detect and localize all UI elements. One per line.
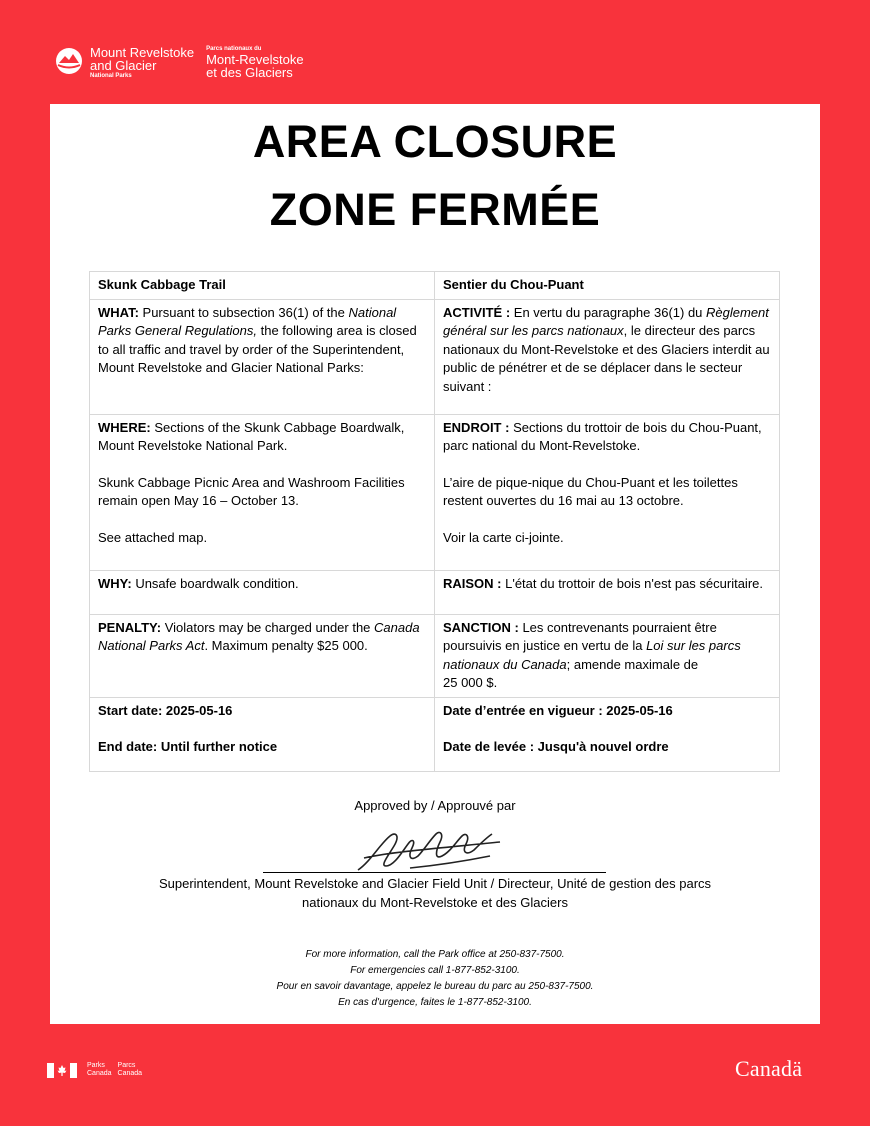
end-date-en: End date: Until further notice [98,739,278,754]
trail-name-fr-text: Sentier du Chou-Puant [443,277,584,292]
parks-fr-2: Canada [117,1070,143,1077]
dates-cell-en [90,697,435,771]
table-row [90,697,780,771]
parks-canada-signature [47,1062,148,1078]
park-name-en-line1: Mount Revelstoke [90,45,195,60]
penalty-text-en: Violators may be charged under the [161,619,375,635]
notice-paper [50,104,820,1024]
why-text-fr: L'état du trottoir de bois n'est pas sécuritaire. [501,575,763,591]
parks-canada-fr [118,1062,143,1078]
contact-info [50,947,820,1011]
penalty-label-en: PENALTY: [98,619,162,635]
trail-name-en [90,272,435,300]
table-row [90,299,780,414]
start-date-fr: Date d’entrée en vigueur : 2025-05-16 [443,702,673,718]
approved-by: Approved by / Approuvé par [354,798,516,813]
what-text-fr-2: , le directeur des parcs nationaux du Mont-Revelstoke et des Glaciers interdit au public de pénétrer et de se déplacer dans le secteur suivant : [443,323,770,394]
park-name-en-sub: National Parks [90,73,132,79]
penalty-cell-en [90,614,435,697]
table-row [90,414,780,570]
parks-canada-en [87,1062,112,1078]
why-cell-fr [435,570,780,614]
title-fr: ZONE FERMÉE [269,184,601,235]
where-cell-fr [435,414,780,570]
signer-title-line1: Superintendent, Mount Revelstoke and Glacier Field Unit / Directeur, Unité de gestion des parcs [158,876,712,891]
table-row [90,614,780,697]
park-name-en [90,46,194,80]
park-name-fr-line1: Mont-Revelstoke [206,52,304,67]
park-name-en-line2: and Glacier [90,58,157,73]
park-logo [54,46,304,80]
contact-line-3: Pour en savoir davantage, appelez le bureau du parc au 250-837-7500. [276,981,594,992]
what-regulation-en: National Parks General Regulations, [98,304,397,338]
park-name-fr-sup: Parcs nationaux du [206,46,262,52]
signer-title-line2: nationaux du Mont-Revelstoke et des Glaciers [302,895,568,910]
start-date-en: Start date: 2025-05-16 [98,702,233,718]
why-cell-en [90,570,435,614]
signature-image [350,822,520,882]
end-date-fr: Date de levée : Jusqu'à nouvel ordre [443,739,669,754]
penalty-act-en: Canada National Parks Act [98,619,420,653]
what-text-en-2: the following area is closed to all traffic and travel by order of the Superintendent, Mount Revelstoke and Glacier National Parks: [98,323,417,375]
park-emblem-icon [54,46,84,76]
what-cell-fr [435,299,780,414]
where-text-en: Sections of the Skunk Cabbage Boardwalk, Mount Revelstoke National Park. [98,419,405,453]
what-text-en: Pursuant to subsection 36(1) of the [138,304,349,320]
trail-name-fr [435,272,780,300]
dates-cell-fr [435,697,780,771]
why-label-en: WHY: [98,575,132,591]
trail-name-en-text: Skunk Cabbage Trail [98,277,226,292]
contact-line-1: For more information, call the Park office at 250-837-7500. [305,949,565,960]
where-map-en: See attached map. [98,529,208,545]
where-picnic-en: Skunk Cabbage Picnic Area and Washroom Facilities remain open May 16 – October 13. [98,474,405,508]
penalty-text-en-2: . Maximum penalty $25 000. [204,638,368,653]
signer-title [110,874,760,912]
where-picnic-fr: L’aire de pique-nique du Chou-Puant et les toilettes restent ouvertes du 16 mai au 13 octobre. [443,474,738,508]
table-row [90,570,780,614]
canada-flag-icon [47,1063,77,1078]
where-map-fr: Voir la carte ci-jointe. [443,529,564,545]
park-name-fr-line2: et des Glaciers [206,65,293,80]
parks-en-1: Parks [87,1062,105,1069]
what-cell-en [90,299,435,414]
parks-fr-1: Parcs [117,1062,136,1069]
signature-line [263,872,606,873]
canada-wordmark: Canadä [735,1056,803,1081]
penalty-text-fr: Les contrevenants pourraient être poursuivis en justice en vertu de la [443,619,717,653]
closure-table [89,271,780,772]
penalty-cell-fr [435,614,780,697]
what-regulation-fr: Règlement général sur les parcs nationaux [443,304,769,338]
where-label-fr: ENDROIT : [443,419,510,435]
what-text-fr: En vertu du paragraphe 36(1) du [510,304,707,320]
table-row [90,272,780,300]
park-name-fr [206,46,304,79]
where-label-en: WHERE: [98,419,151,435]
what-label-en: WHAT: [98,304,139,320]
where-cell-en [90,414,435,570]
why-text-en: Unsafe boardwalk condition. [131,575,299,591]
penalty-act-fr: Loi sur les parcs nationaux du Canada [443,638,741,672]
why-label-fr: RAISON : [443,575,502,591]
where-text-fr: Sections du trottoir de bois du Chou-Puant, parc national du Mont-Revelstoke. [443,419,762,453]
parks-en-2: Canada [87,1070,112,1077]
penalty-text-fr-2: ; amende maximale de 25 000 $. [443,656,699,690]
penalty-label-fr: SANCTION : [443,619,519,635]
what-label-fr: ACTIVITÉ : [443,304,511,320]
title-en: AREA CLOSURE [252,116,618,167]
contact-line-4: En cas d'urgence, faites le 1-877-852-3100. [338,997,532,1008]
contact-line-2: For emergencies call 1-877-852-3100. [350,965,520,976]
